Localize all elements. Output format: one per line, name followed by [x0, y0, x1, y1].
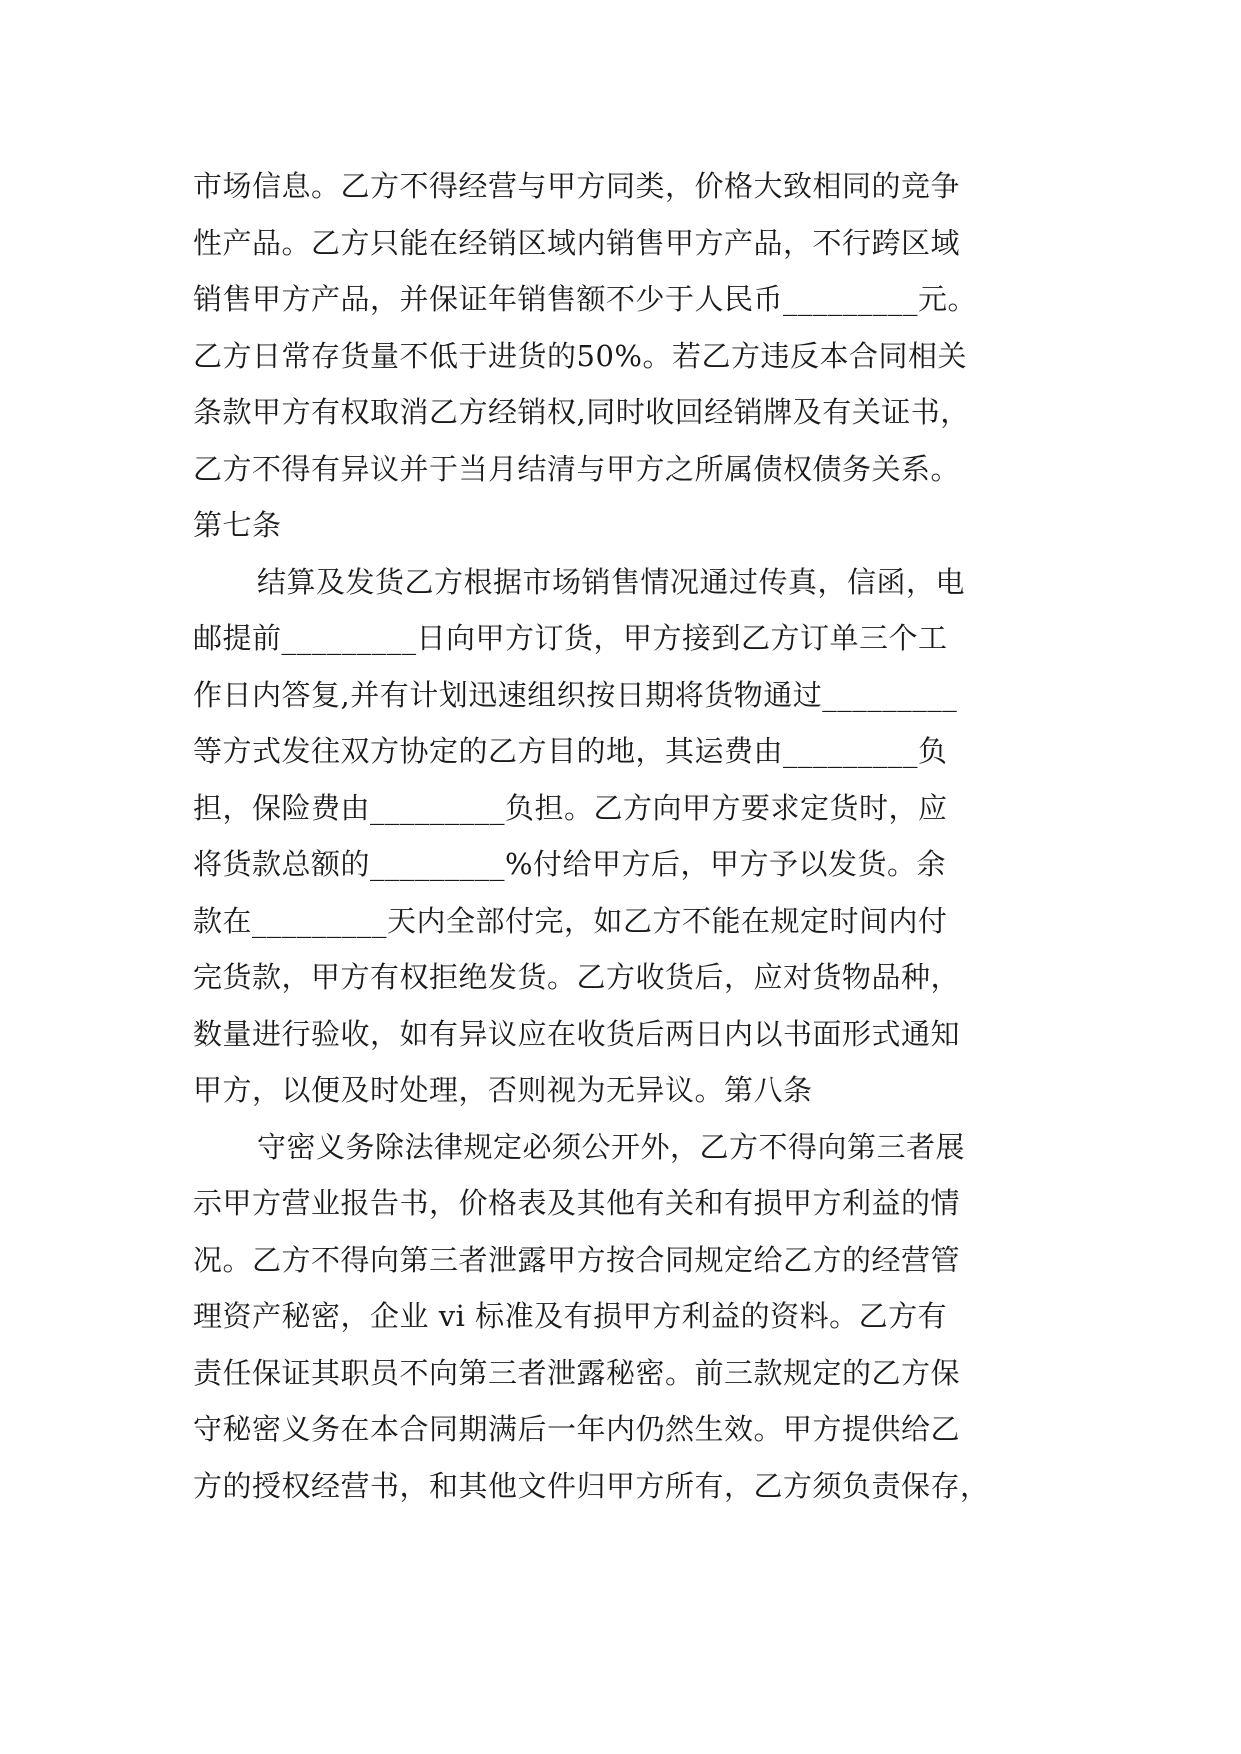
text-line: 守秘密义务在本合同期满后一年内仍然生效。甲方提供给乙: [193, 1412, 961, 1446]
text-line: 市场信息。乙方不得经营与甲方同类，价格大致相同的竞争: [193, 169, 961, 203]
text-line: 示甲方营业报告书，价格表及其他有关和有损甲方利益的情: [193, 1186, 961, 1220]
paragraph-first-line: 结算及发货乙方根据市场销售情况通过传真，信函，电: [257, 564, 966, 599]
text-line: 销售甲方产品，并保证年销售额不少于人民币_________元。: [193, 282, 978, 316]
text-line: 乙方不得有异议并于当月结清与甲方之所属债权债务关系。: [193, 451, 961, 486]
text-line: 款在_________天内全部付完，如乙方不能在规定时间内付: [193, 903, 948, 938]
text-line: 乙方日常存货量不低于进货的50%。若乙方违反本合同相关: [193, 338, 967, 373]
contract-text-body: [193, 158, 1073, 1514]
paragraph-first-line: 守密义务除法律规定必须公开外，乙方不得向第三者展: [257, 1129, 966, 1164]
text-line: 作日内答复,并有计划迅速组织按日期将货物通过_________: [193, 677, 958, 712]
text-line: 邮提前_________日向甲方订货，甲方接到乙方订单三个工: [193, 621, 948, 655]
text-line: 将货款总额的_________%付给甲方后，甲方予以发货。余: [193, 847, 947, 881]
text-line: 责任保证其职员不向第三者泄露秘密。前三款规定的乙方保: [193, 1355, 961, 1390]
text-line: 条款甲方有权取消乙方经销权,同时收回经销牌及有关证书，: [193, 395, 970, 429]
text-line: 等方式发往双方协定的乙方目的地，其运费由_________负: [193, 734, 948, 768]
text-line: 完货款，甲方有权拒绝发货。乙方收货后，应对货物品种，: [193, 960, 961, 994]
text-line: 数量进行验收，如有异议应在收货后两日内以书面形式通知: [193, 1016, 961, 1051]
text-line: 方的授权经营书，和其他文件归甲方所有，乙方须负责保存，: [193, 1468, 990, 1503]
text-line: 性产品。乙方只能在经销区域内销售甲方产品，不行跨区域: [193, 225, 961, 260]
text-line: 担，保险费由_________负担。乙方向甲方要求定货时，应: [193, 790, 948, 825]
text-line: 理资产秘密，企业 vi 标准及有损甲方利益的资料。乙方有: [193, 1299, 948, 1333]
text-line: 况。乙方不得向第三者泄露甲方按合同规定给乙方的经营管: [193, 1242, 961, 1277]
article-heading: 第七条: [193, 508, 282, 542]
text-line: 甲方，以便及时处理，否则视为无异议。第八条: [193, 1073, 813, 1107]
